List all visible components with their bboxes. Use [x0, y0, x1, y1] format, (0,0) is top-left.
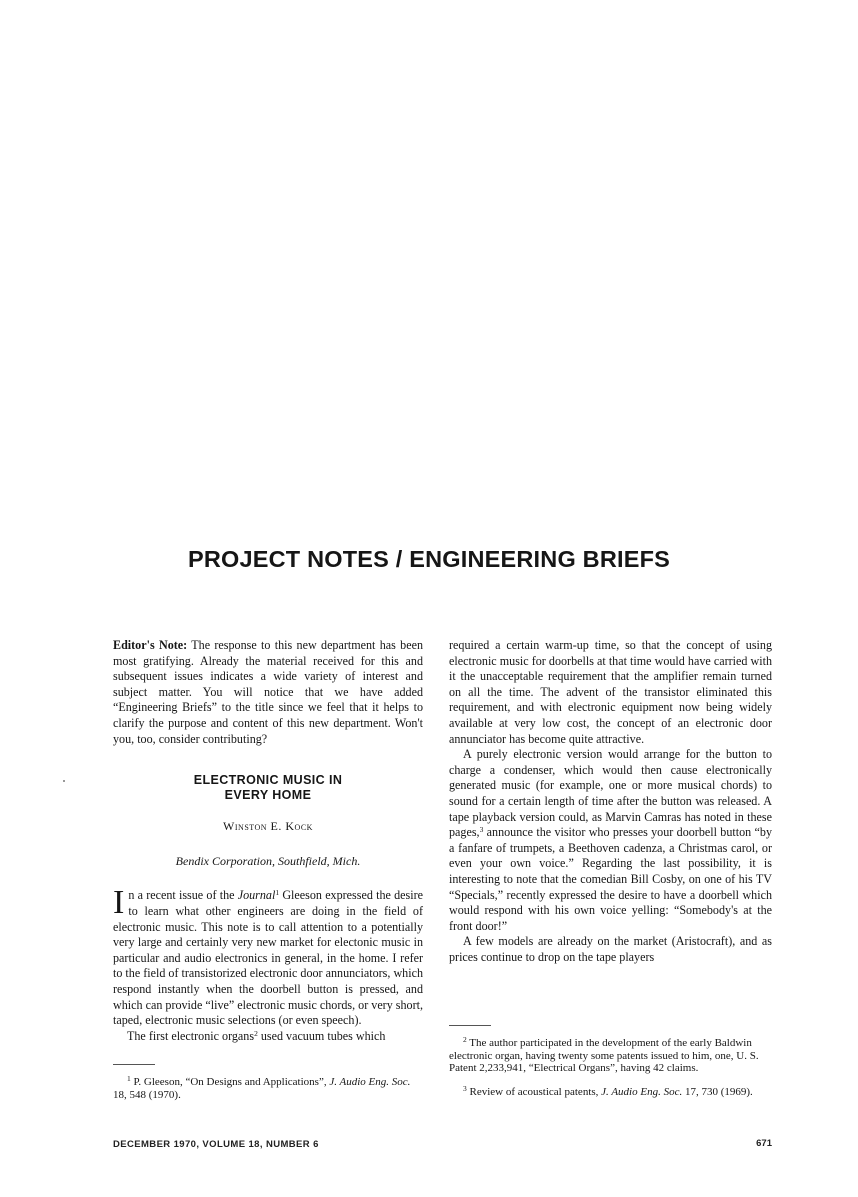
footnote-text: The author participated in the development of the early Baldwin electronic organ, having twenty some patents issued to him, one, U. S. Patent 2,233,941, “Electrical Organs”, having 42 claims. — [449, 1037, 759, 1075]
footnote-text: P. Gleeson, “On Designs and Applications”, — [130, 1076, 330, 1088]
editor-note-label: Editor's Note: — [113, 638, 188, 652]
footnote-text: 17, 730 (1969). — [682, 1085, 753, 1098]
body-paragraph-2 — [113, 1029, 423, 1045]
body-text: n a recent issue of the — [128, 888, 238, 903]
page-number: 671 — [756, 1138, 772, 1149]
footnote-journal: J. Audio Eng. Soc. — [329, 1076, 411, 1088]
right-column — [449, 638, 772, 965]
article-author: Winston E. Kock — [223, 819, 313, 834]
body-paragraph-1 — [113, 884, 423, 1028]
body-text: announce the visitor who presses your doorbell button “by a fanfare of trumpets, a Beethoven cadenza, a Christmas carol, or even your own voice.” Regarding the last possibility, it is interesting to note that the comedian Bill Cosby, on one of his TV “Specials,” recently expressed the desire to have a doorbell which would respond with his own voice yelling: “Somebody's at the front door!” — [449, 825, 772, 933]
body-text: used vacuum tubes which — [257, 1028, 386, 1043]
article-affiliation: Bendix Corporation, Southfield, Mich. — [175, 853, 361, 868]
body-paragraph-5: A few models are already on the market (Aristocraft), and as prices continue to drop on the tape players — [449, 934, 772, 964]
journal-name: Journal — [237, 888, 276, 903]
left-column — [113, 638, 423, 1044]
editor-note-text: The response to this new department has been most gratifying. Already the material received for this and subsequent issues indicates a wide variety of interest and subject matter. You will notice that we have added “Engineering Briefs” to the title since we feel that it helps to clarify the purpose and content of this new department. Won't you, too, consider contributing? — [113, 638, 423, 746]
footnote-number: 2 — [463, 1035, 467, 1044]
drop-cap: I — [113, 884, 125, 922]
body-paragraph-4 — [449, 747, 772, 934]
footnotes-left — [113, 1058, 423, 1112]
body-text: The first electronic organs — [127, 1028, 255, 1043]
body-text: A purely electronic version would arrange for the button to charge a condenser, which would then cause electronically generated music (for example, one or more musical chords) to sound for a certain length of time after the button was released. A tape playback version could, as Marvin Camras has noted in these pages, — [449, 747, 772, 840]
footnote-text: 18, 548 (1970). — [113, 1088, 181, 1101]
body-text: Gleeson expressed the desire to learn what other engineers are doing in the field of electronic music. This note is to call attention to a potentially very large and certainly very new market for electonic music in particular and audio electronics in general, in the home. I refer to the field of transistorized electronic door annunciators, which respond instantly when the doorbell button is pressed, and which can provide “live” electronic music chords, or very short, taped, electronic music selections (or even speech). — [113, 888, 423, 1028]
article-title-line-2: EVERY HOME — [224, 787, 312, 802]
footnotes-right — [449, 1019, 772, 1109]
footnote-ref-1[interactable]: 1 — [275, 888, 280, 898]
footnote-3 — [449, 1083, 772, 1099]
footnote-number: 3 — [463, 1083, 467, 1093]
issue-footer: DECEMBER 1970, VOLUME 18, NUMBER 6 — [113, 1139, 319, 1150]
footnote-number: 1 — [127, 1074, 131, 1083]
footnote-ref-2[interactable]: 2 — [254, 1028, 258, 1038]
footnote-text: Review of acoustical patents, — [466, 1085, 602, 1098]
footnote-rule — [449, 1025, 491, 1026]
article-title-line-1: ELECTRONIC MUSIC IN — [193, 773, 343, 788]
article-title — [113, 773, 423, 802]
footnote-2 — [449, 1037, 772, 1075]
footnote-rule — [113, 1064, 155, 1065]
body-paragraph-3: required a certain warm-up time, so that the concept of using electronic music for doorbells at that time would have carried with it the unacceptable requirement that the amplifier remain turned on all the time. The advent of the transistor eliminated this requirement, and with electronic equipment now being widely available at very low cost, the concept of an electronic door annunciator has become quite attractive. — [449, 638, 772, 746]
footnote-1 — [113, 1076, 423, 1101]
footnote-journal: J. Audio Eng. Soc. — [601, 1085, 683, 1098]
footnote-ref-3[interactable]: 3 — [479, 825, 484, 835]
editor-note — [113, 638, 423, 747]
scan-speck — [63, 780, 65, 782]
department-title: PROJECT NOTES / ENGINEERING BRIEFS — [187, 546, 671, 572]
